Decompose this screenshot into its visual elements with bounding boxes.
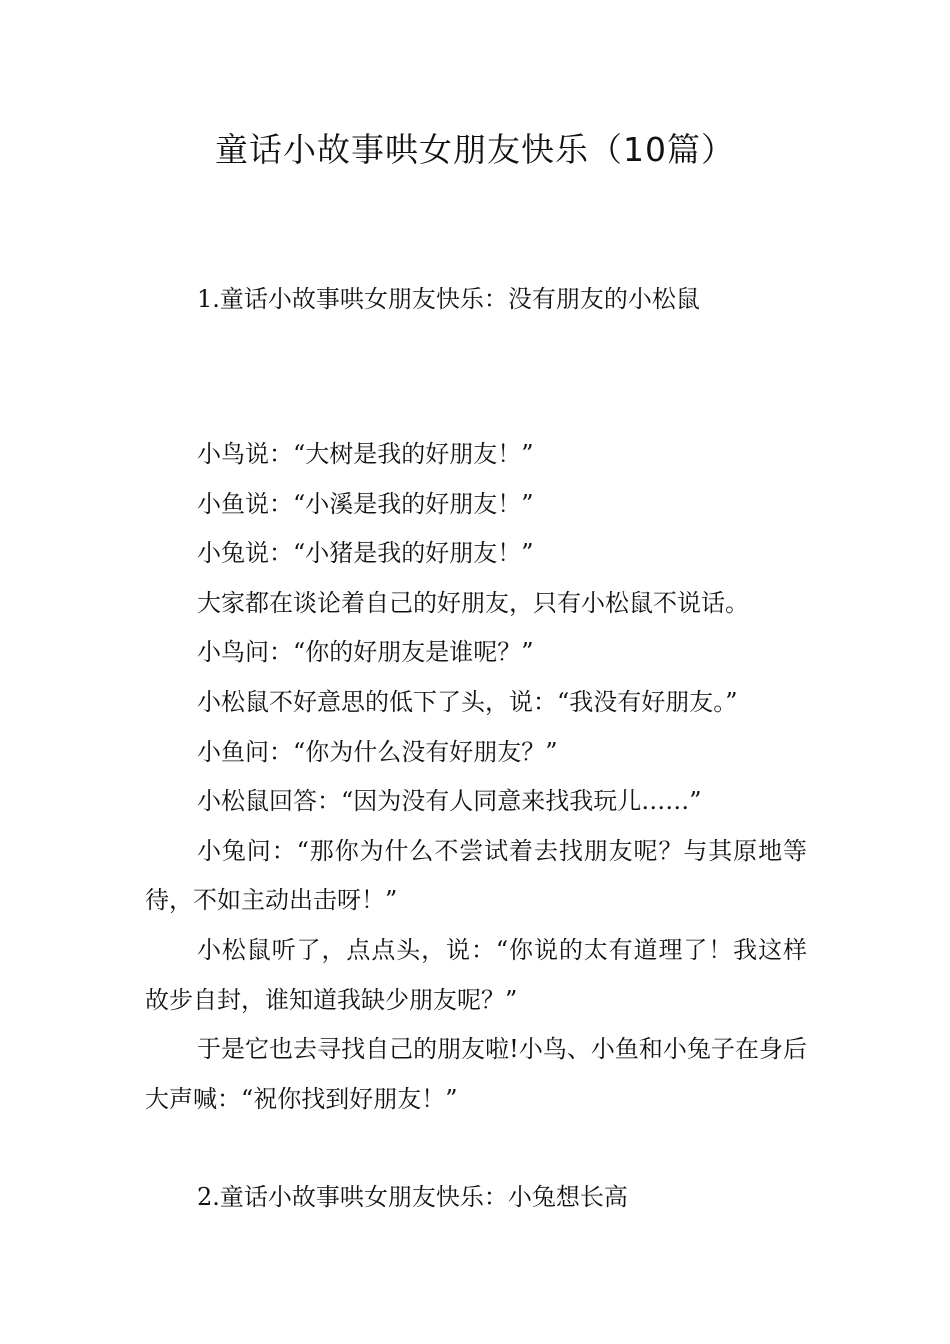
paragraph: 小兔说：“小猪是我的好朋友！” <box>197 539 534 568</box>
paragraph: 小松鼠回答：“因为没有人同意来找我玩儿……” <box>197 787 702 816</box>
paragraph: 小鸟说：“大树是我的好朋友！” <box>197 440 534 468</box>
document-title: 童话小故事哄女朋友快乐（10篇） <box>215 130 735 169</box>
section-heading: 2.童话小故事哄女朋友快乐：小兔想长高 <box>197 1183 628 1211</box>
paragraph: 小鱼问：“你为什么没有好朋友？” <box>197 737 558 766</box>
paragraph: 小鸟问：“你的好朋友是谁呢？” <box>197 638 534 667</box>
paragraph: 大家都在谈论着自己的好朋友，只有小松鼠不说话。 <box>197 588 749 617</box>
story-body <box>145 430 807 1124</box>
paragraph: 小鱼说：“小溪是我的好朋友！” <box>197 489 534 518</box>
paragraph: 小兔问：“那你为什么不尝试着去找朋友呢？与其原地等待，不如主动出击呀！” <box>145 836 807 915</box>
paragraph: 于是它也去寻找自己的朋友啦!小鸟、小鱼和小兔子在身后大声喊：“祝你找到好朋友！” <box>145 1035 807 1113</box>
paragraph: 小松鼠不好意思的低下了头，说：“我没有好朋友。” <box>197 687 738 716</box>
section-heading: 1.童话小故事哄女朋友快乐：没有朋友的小松鼠 <box>197 285 700 313</box>
paragraph: 小松鼠听了，点点头，说：“你说的太有道理了！我这样故步自封，谁知道我缺少朋友呢？” <box>145 935 807 1014</box>
